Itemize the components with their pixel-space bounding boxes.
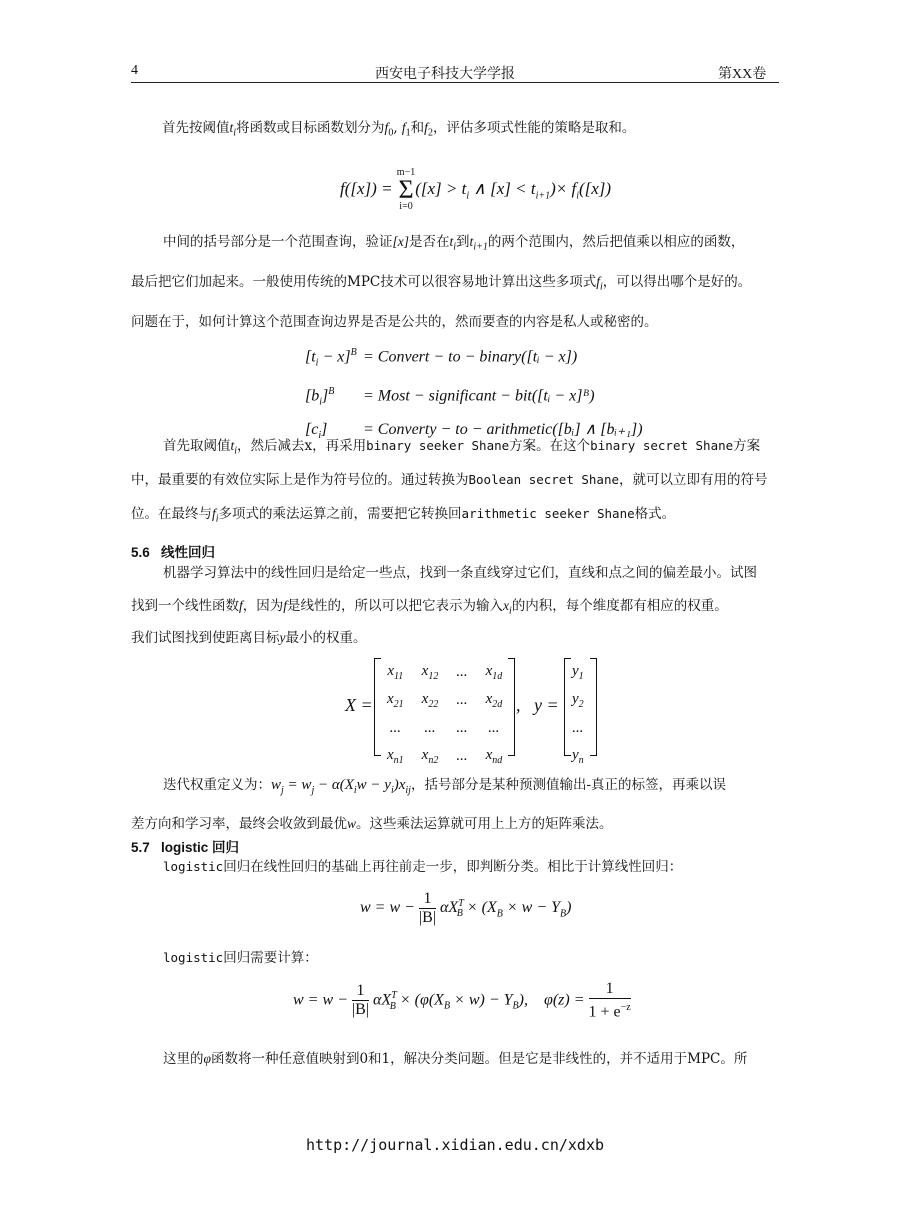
matrix-X-row <box>378 686 511 714</box>
para-5: 迭代权重定义为：$w_j = w_j - \alpha(X_iw - y_i)x_{ij}$，括号部分是某种预测值输出-真正的标签，再乘以误 <box>163 777 727 796</box>
matrix-X-cell: $x_{12}$ <box>421 662 439 682</box>
matrix-X-row <box>378 658 511 686</box>
volume-label: 第XX卷 <box>718 67 767 82</box>
matrix-X-cell: ... <box>456 663 468 680</box>
matrix-X-cell: $x_{11}$ <box>387 662 404 682</box>
vector-y-cell: $y_1$ <box>572 662 584 682</box>
matrix-X-row <box>378 714 511 742</box>
vector-y-row <box>568 742 588 770</box>
section-heading-5-6: 5.6 线性回归 <box>131 545 216 560</box>
matrix-X-cell: $x_{nd}$ <box>485 746 503 766</box>
matrix-X-cell: ... <box>424 719 436 736</box>
para-6: logistic回归在线性回归的基础上再往前走一步，即判断分类。相比于计算线性回归： <box>163 859 683 875</box>
para-7: logistic回归需要计算： <box>163 950 318 966</box>
matrix-X-cell: $x_{21}$ <box>387 690 404 710</box>
vector-y-row <box>568 714 588 742</box>
matrix-X-cell: ... <box>456 747 468 764</box>
matrix-X-label: X = <box>345 695 373 715</box>
matrix-X-cell: $x_{n2}$ <box>421 746 439 766</box>
vector-y-cell: $y_n$ <box>572 746 584 766</box>
para-2b: 最后把它们加起来。一般使用传统的MPC技术可以很容易地计算出这些多项式$f_i$，可以得出哪个是好的。 <box>131 274 752 293</box>
matrix-X-cell: $x_{2d}$ <box>485 690 503 710</box>
para-2c: 问题在于，如何计算这个范围查询边界是否是公共的，然而要查的内容是私人或秘密的。 <box>131 314 658 330</box>
matrix-X-cell: ... <box>389 719 401 736</box>
para-4c: 我们试图找到使距离目标y最小的权重。 <box>131 630 367 646</box>
vector-y <box>568 658 588 770</box>
para-2: 中间的括号部分是一个范围查询，验证[x]是否在$t_i$到$t_{i+1}$的两个范围内，然后把值乘以相应的函数， <box>163 234 745 253</box>
para-5b: 差方向和学习率，最终会收敛到最优w。这些乘法运算就可用上上方的矩阵乘法。 <box>131 816 613 832</box>
matrix-X-cell: $x_{n1}$ <box>387 746 404 766</box>
matrix-X-cell: ... <box>456 691 468 708</box>
para-1: 首先按阈值$t_i$将函数或目标函数划分为$f_0$, $f_1$和$f_2$，评估多项式性能的策略是取和。 <box>162 120 636 139</box>
para-3b: 中，最重要的有效位实际上是作为符号位的。通过转换为Boolean secret Shane，就可以立即有用的符号 <box>131 472 768 488</box>
para-3: 首先取阈值$t_i$，然后减去x，再采用binary seeker Shane方案。在这个binary secret Shane方案 <box>163 438 761 457</box>
page-number: 4 <box>131 63 138 78</box>
matrix-X-cell: ... <box>456 719 468 736</box>
journal-name: 西安电子科技大学学报 <box>375 67 515 82</box>
matrix-X-cell: $x_{1d}$ <box>485 662 503 682</box>
matrix-X <box>378 658 511 770</box>
vector-y-cell: ... <box>572 719 584 736</box>
vector-y-right-bracket <box>590 658 597 756</box>
footer-url: http://journal.xidian.edu.cn/xdxb <box>305 1136 604 1154</box>
para-4b: 找到一个线性函数f，因为f是线性的，所以可以把它表示为输入$x_i$的内积，每个维度都有相应的权重。 <box>131 598 728 617</box>
vector-y-row <box>568 686 588 714</box>
para-3c: 位。在最终与$f_i$多项式的乘法运算之前，需要把它转换回arithmetic seeker Shane格式。 <box>131 506 676 525</box>
para-4: 机器学习算法中的线性回归是给定一些点，找到一条直线穿过它们，直线和点之间的偏差最小。试图 <box>163 565 757 581</box>
para-8: 这里的φ函数将一种任意值映射到0和1，解决分类问题。但是它是非线性的，并不适用于MPC。所 <box>163 1051 748 1067</box>
matrix-X-cell: ... <box>488 719 500 736</box>
matrix-separator: , y = <box>516 695 559 715</box>
equation-logistic-update: w = w − $\frac{1}{|B|}$ $\alpha X^T_B \times (\varphi(X_B \times w) - Y_B)$, φ(z) = $\frac{1}{1 + e^{-z}}$ <box>293 980 631 1021</box>
matrix-X-right-bracket <box>508 658 515 756</box>
equation-sum: f([x]) = m−1 Σ i=0 ($[x] > t_i$ ∧ $[x] < t_{i+1})\times f_i([x])$ <box>340 167 612 212</box>
matrix-X-row <box>378 742 511 770</box>
equation-linear-update: w = w − $\frac{1}{|B|}$ $\alpha X^T_B \times (X_B \times w - Y_B)$ <box>360 890 572 926</box>
vector-y-row <box>568 658 588 686</box>
section-heading-5-7: 5.7 logistic 回归 <box>131 840 240 855</box>
equation-conversion-block: $[t_i - x]^B$ = Convert − to − binary([tᵢ − x]) $[b_i]^B$ = Most − significant − bit([tᵢ − x]ᴮ) $[c_i]$ = Converty − to − arithmetic([bᵢ] ∧ [bᵢ₊₁]) <box>305 347 643 442</box>
matrix-X-cell: $x_{22}$ <box>421 690 439 710</box>
header-rule <box>131 82 779 83</box>
vector-y-cell: $y_2$ <box>572 690 584 710</box>
